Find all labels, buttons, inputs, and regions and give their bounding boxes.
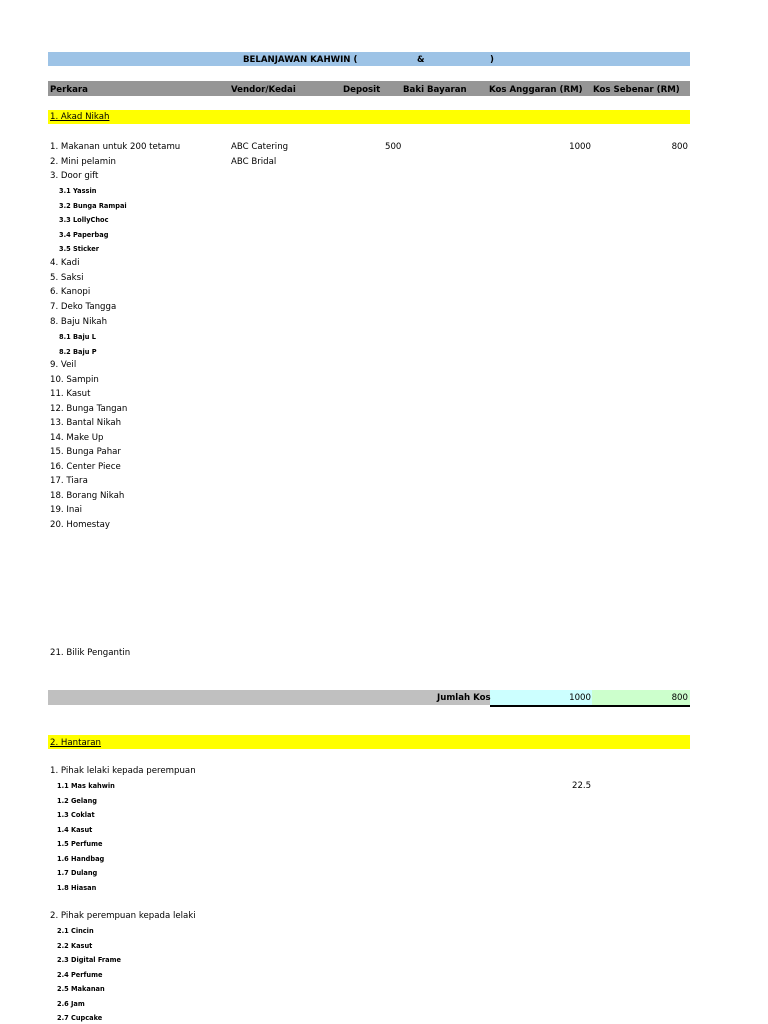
list-item: 15. Bunga Pahar — [50, 447, 121, 457]
row-kos-sebenar: 800 — [671, 142, 688, 152]
header-kos-sebenar: Kos Sebenar (RM) — [593, 85, 680, 95]
section-title-akad-nikah: 1. Akad Nikah — [50, 112, 110, 122]
header-perkara: Perkara — [50, 85, 88, 95]
section-bar-akad-nikah — [48, 110, 690, 124]
list-subitem: 2.5 Makanan — [57, 985, 105, 993]
list-subitem: 2.7 Cupcake — [57, 1014, 103, 1022]
list-item: 14. Make Up — [50, 433, 104, 443]
list-item: 18. Borang Nikah — [50, 491, 125, 501]
list-subitem: 2.3 Digital Frame — [57, 956, 121, 964]
section-bar-hantaran — [48, 735, 690, 749]
header-deposit: Deposit — [343, 85, 381, 95]
title-ampersand: & — [417, 55, 425, 65]
list-subitem: 1.8 Hiasan — [57, 884, 97, 892]
title-bar — [48, 52, 690, 66]
row-item: 2. Mini pelamin — [50, 157, 116, 167]
list-subitem: 3.2 Bunga Rampai — [59, 202, 127, 210]
list-subitem: 3.5 Sticker — [59, 245, 99, 253]
list-subitem: 1.3 Coklat — [57, 811, 95, 819]
list-subitem: 3.1 Yassin — [59, 187, 97, 195]
sheet-title: BELANJAWAN KAHWIN ( — [243, 55, 358, 65]
list-item: 10. Sampin — [50, 375, 99, 385]
list-subitem: 3.3 LollyChoc — [59, 216, 109, 224]
list-item: 3. Door gift — [50, 171, 99, 181]
list-subitem: 1.6 Handbag — [57, 855, 105, 863]
section-title-hantaran: 2. Hantaran — [50, 738, 101, 748]
row-kos-anggaran: 1000 — [569, 142, 591, 152]
group-title: 1. Pihak lelaki kepada perempuan — [50, 766, 196, 776]
list-subitem: 1.7 Dulang — [57, 869, 98, 877]
list-item: 4. Kadi — [50, 258, 80, 268]
list-item: 7. Deko Tangga — [50, 302, 117, 312]
total-label: Jumlah Kos — [437, 693, 491, 703]
header-kos-anggaran: Kos Anggaran (RM) — [489, 85, 583, 95]
list-subitem: 1.4 Kasut — [57, 826, 93, 834]
header-baki-bayaran: Baki Bayaran — [403, 85, 467, 95]
row-deposit: 500 — [385, 142, 402, 152]
list-item: 6. Kanopi — [50, 287, 91, 297]
mas-kahwin-value: 22.5 — [572, 781, 592, 791]
row-item: 1. Makanan untuk 200 tetamu — [50, 142, 181, 152]
title-close-paren: ) — [490, 55, 494, 65]
list-item: 9. Veil — [50, 360, 77, 370]
list-item: 13. Bantal Nikah — [50, 418, 122, 428]
list-subitem: 2.6 Jam — [57, 1000, 85, 1008]
list-subitem: 2.2 Kasut — [57, 942, 93, 950]
header-vendor: Vendor/Kedai — [231, 85, 296, 95]
list-subitem: 8.1 Baju L — [59, 333, 96, 341]
list-subitem: 8.2 Baju P — [59, 348, 97, 356]
total-kos-sebenar: 800 — [671, 693, 688, 703]
list-subitem: 2.4 Perfume — [57, 971, 103, 979]
list-subitem: 1.2 Gelang — [57, 797, 97, 805]
row-vendor: ABC Catering — [231, 142, 289, 152]
list-subitem: 1.5 Perfume — [57, 840, 103, 848]
list-item: 11. Kasut — [50, 389, 91, 399]
list-item: 21. Bilik Pengantin — [50, 648, 131, 658]
row-vendor: ABC Bridal — [231, 157, 277, 167]
list-subitem: 1.1 Mas kahwin — [57, 782, 115, 790]
total-kos-anggaran: 1000 — [569, 693, 591, 703]
list-item: 12. Bunga Tangan — [50, 404, 128, 414]
list-item: 8. Baju Nikah — [50, 317, 108, 327]
list-item: 19. Inai — [50, 505, 83, 515]
list-item: 20. Homestay — [50, 520, 110, 530]
list-subitem: 3.4 Paperbag — [59, 231, 109, 239]
list-item: 5. Saksi — [50, 273, 84, 283]
group-title: 2. Pihak perempuan kepada lelaki — [50, 911, 196, 921]
list-item: 17. Tiara — [50, 476, 88, 486]
list-subitem: 2.1 Cincin — [57, 927, 94, 935]
list-item: 16. Center Piece — [50, 462, 121, 472]
